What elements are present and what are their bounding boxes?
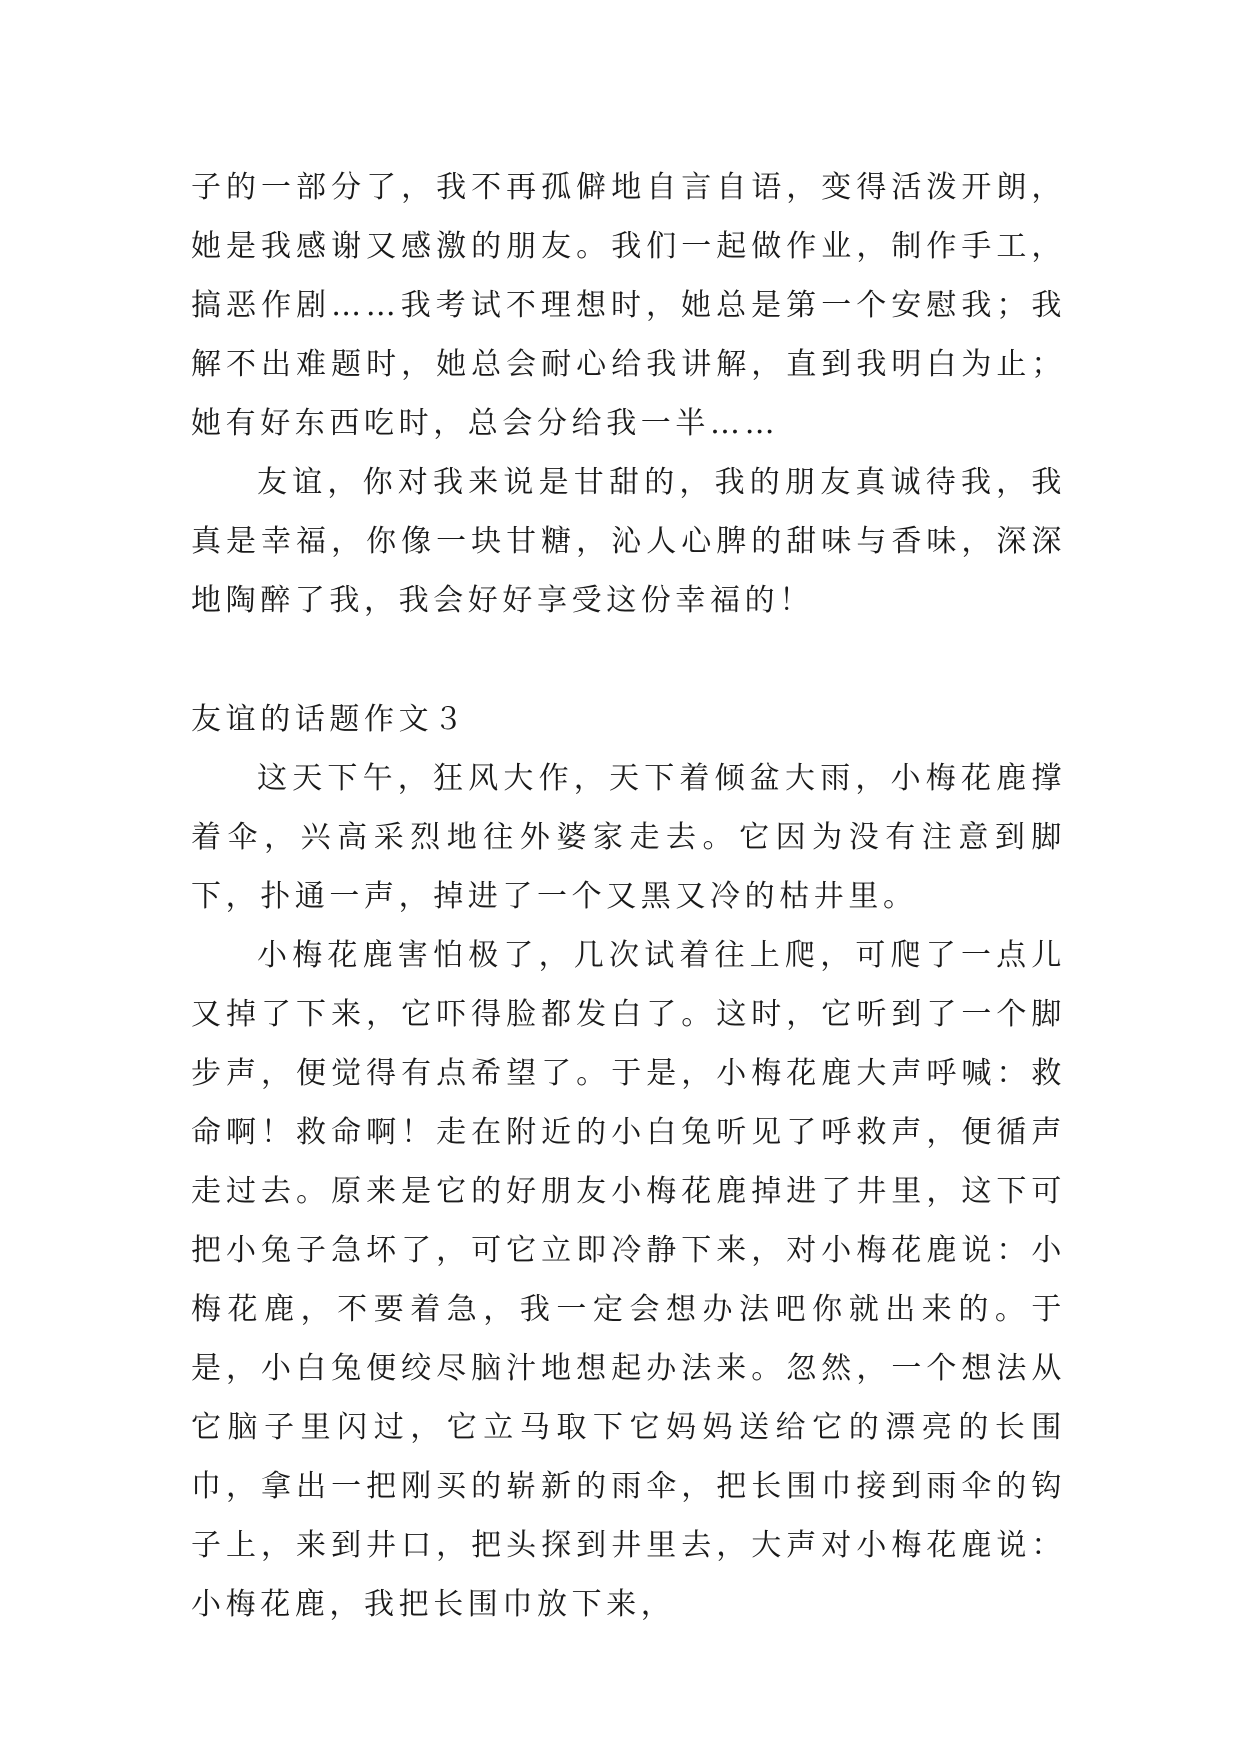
document-page xyxy=(191,158,1066,1634)
section-spacer xyxy=(191,630,1066,690)
section-title: 友谊的话题作文３ xyxy=(191,702,468,737)
paragraph-story-rescue: 小梅花鹿害怕极了，几次试着往上爬，可爬了一点儿又掉了下来，它吓得脸都发白了。这时，它听到了一个脚步声，便觉得有点希望了。于是，小梅花鹿大声呼喊：救命啊！救命啊！走在附近的小白兔听见了呼救声，便循声走过去。原来是它的好朋友小梅花鹿掉进了井里，这下可把小兔子急坏了，可它立即冷静下来，对小梅花鹿说：小梅花鹿，不要着急，我一定会想办法吧你就出来的。于是，小白兔便绞尽脑汁地想起办法来。忽然，一个想法从它脑子里闪过，它立马取下它妈妈送给它的漂亮的长围巾，拿出一把刚买的崭新的雨伞，把长围巾接到雨伞的钩子上，来到井口，把头探到井里去，大声对小梅花鹿说：小梅花鹿，我把长围巾放下来， xyxy=(191,938,1066,1622)
paragraph-friendship-sweet: 友谊，你对我来说是甘甜的，我的朋友真诚待我，我真是幸福，你像一块甘糖，沁人心脾的甜味与香味，深深地陶醉了我，我会好好享受这份幸福的！ xyxy=(191,465,1066,618)
paragraph-continuation: 子的一部分了，我不再孤僻地自言自语，变得活泼开朗，她是我感谢又感激的朋友。我们一起做作业，制作手工，搞恶作剧……我考试不理想时，她总是第一个安慰我；我解不出难题时，她总会耐心给我讲解，直到我明白为止；她有好东西吃时，总会分给我一半…… xyxy=(191,170,1066,441)
paragraph-story-start: 这天下午，狂风大作，天下着倾盆大雨，小梅花鹿撑着伞，兴高采烈地往外婆家走去。它因为没有注意到脚下，扑通一声，掉进了一个又黑又冷的枯井里。 xyxy=(191,761,1066,914)
